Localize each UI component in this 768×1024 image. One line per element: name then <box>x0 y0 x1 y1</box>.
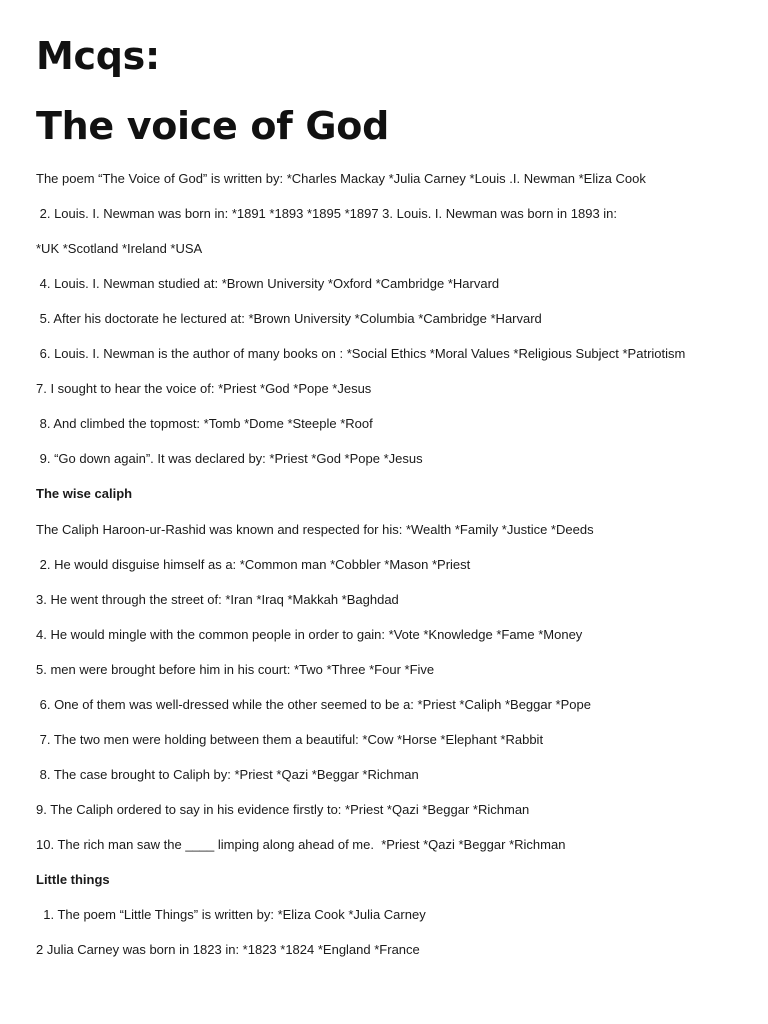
question-line: 2 Julia Carney was born in 1823 in: *1823 *1824 *England *France <box>36 942 420 958</box>
question-line: 5. men were brought before him in his court: *Two *Three *Four *Five <box>36 661 435 677</box>
question-line: 7. The two men were holding between them a beautiful: *Cow *Horse *Elephant *Rabbit <box>36 731 544 747</box>
question-line: 8. The case brought to Caliph by: *Priest *Qazi *Beggar *Richman <box>36 766 419 782</box>
question-line: 8. And climbed the topmost: *Tomb *Dome *Steeple *Roof <box>36 416 373 432</box>
question-line: 2. He would disguise himself as a: *Common man *Cobbler *Mason *Priest <box>36 556 471 572</box>
page-title-mcqs: Mcqs: <box>36 34 160 78</box>
question-line: 4. He would mingle with the common people in order to gain: *Vote *Knowledge *Fame *Money <box>36 626 583 642</box>
page-title-voice-of-god: The voice of God <box>36 104 389 148</box>
question-line: 4. Louis. I. Newman studied at: *Brown University *Oxford *Cambridge *Harvard <box>36 276 500 292</box>
question-line: The Caliph Haroon-ur-Rashid was known and respected for his: *Wealth *Family *Justice *Deeds <box>36 521 594 537</box>
question-line: 7. I sought to hear the voice of: *Priest *God *Pope *Jesus <box>36 381 372 397</box>
question-line: The poem “The Voice of God” is written by: *Charles Mackay *Julia Carney *Louis .I. Newman *Eliza Cook <box>36 171 646 186</box>
question-line: 5. After his doctorate he lectured at: *Brown University *Columbia *Cambridge *Harvard <box>36 311 542 327</box>
question-line: 9. “Go down again”. It was declared by: *Priest *God *Pope *Jesus <box>36 451 423 467</box>
question-line: 2. Louis. I. Newman was born in: *1891 *1893 *1895 *1897 3. Louis. I. Newman was born in 1893 in: <box>36 206 618 222</box>
question-line: 3. He went through the street of: *Iran *Iraq *Makkah *Baghdad <box>36 591 399 607</box>
question-line: 6. One of them was well-dressed while the other seemed to be a: *Priest *Caliph *Beggar *Pope <box>36 696 591 712</box>
section-heading: Little things <box>36 872 110 887</box>
question-line: 10. The rich man saw the ____ limping along ahead of me. *Priest *Qazi *Beggar *Richman <box>36 836 566 852</box>
question-line: *UK *Scotland *Ireland *USA <box>36 241 203 257</box>
question-line: 1. The poem “Little Things” is written by: *Eliza Cook *Julia Carney <box>36 907 426 923</box>
section-heading: The wise caliph <box>36 486 133 502</box>
question-line: 9. The Caliph ordered to say in his evidence firstly to: *Priest *Qazi *Beggar *Richman <box>36 801 530 817</box>
question-line: 6. Louis. I. Newman is the author of many books on : *Social Ethics *Moral Values *Religious Subject *Patriotism <box>36 346 686 362</box>
